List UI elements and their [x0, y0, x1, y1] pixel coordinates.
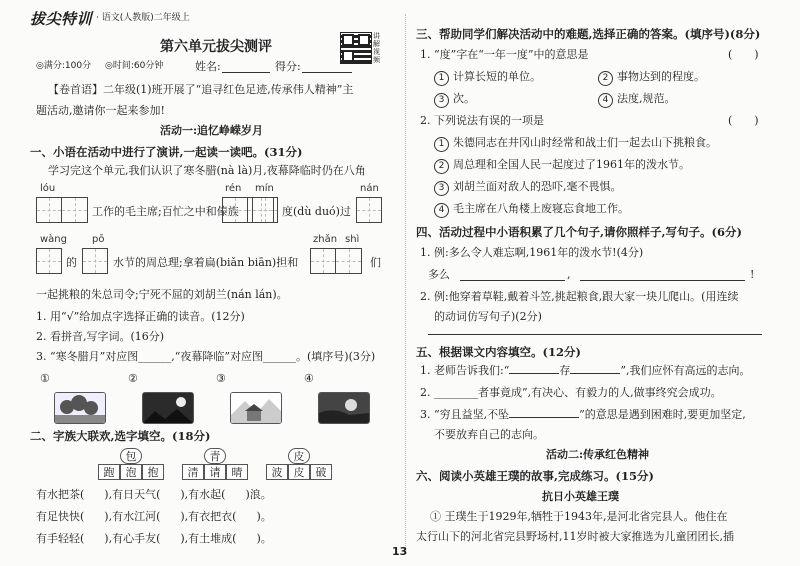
pic-num-2: ②: [128, 372, 138, 385]
option-3-2-a[interactable]: 1 朱德同志在井冈山时经常和战士们一起去山下挑粮食。: [434, 136, 717, 152]
family-3-top: 皮: [288, 448, 310, 464]
pinyin-nan: nán: [360, 183, 379, 194]
question-3-1: 1. “度”字在“一年一度”中的意思是: [420, 48, 589, 61]
pic-num-4: ④: [304, 372, 314, 385]
answer-line-4-2[interactable]: [428, 334, 762, 335]
page-number: 13: [392, 545, 408, 558]
pinyin-po: pō: [92, 234, 105, 245]
section-2-heading: 二、字族大联欢,选字填空。(18分): [30, 429, 211, 443]
para-line-2a: 工作的毛主席;百忙之中和傣族: [92, 205, 239, 218]
example-4-1: 1. 例:多么令人难忘啊,1961年的泼水节!(4分): [420, 246, 644, 259]
option-3-2-b[interactable]: 2 周总理和全国人民一起度过了1961年的泼水节。: [434, 158, 690, 174]
option-3-2-c[interactable]: 3 刘胡兰面对敌人的恐吓,毫不畏惧。: [434, 180, 622, 196]
picture-4-moon-tree: [318, 392, 370, 424]
name-label: 姓名:: [195, 60, 221, 73]
family-2-char-3: 晴: [226, 464, 248, 480]
para-line-2b: 度(dù duó)过: [282, 205, 351, 218]
family-3-char-2: 皮: [288, 464, 310, 480]
pinyin-lou: lóu: [40, 183, 56, 194]
picture-1-plum-blossom: [54, 392, 106, 424]
brand-logo: 拔尖特训: [30, 10, 93, 28]
page-divider: [405, 14, 406, 554]
question-1-2: 2. 看拼音,写字词。(16分): [36, 330, 165, 343]
question-3-2: 2. 下列说法有误的一项是: [420, 114, 544, 127]
right-column: [410, 0, 800, 566]
picture-2-night-moon: [142, 392, 194, 424]
para-line-3a: 的: [66, 256, 77, 269]
family-1-char-2: 泡: [120, 464, 142, 480]
pinyin-min: mín: [255, 183, 274, 194]
pinyin-wang: wàng: [40, 234, 67, 245]
question-5-1[interactable]: 1. 老师告诉我们:“ 存 ”,我们应怀有高远的志向。: [420, 364, 751, 377]
char-box-zhanshi[interactable]: [310, 248, 362, 274]
pinyin-zhan: zhǎn: [313, 234, 338, 245]
section-4-heading: 四、活动过程中小语积累了几个句子,请你照样子,写句子。(6分): [416, 225, 742, 239]
question-5-3[interactable]: 3. “穷且益坚,不坠 ”的意思是遇到困难时,要更加坚定,: [420, 408, 746, 421]
fill-4-1-prefix: 多么: [428, 268, 450, 281]
answer-paren-3-2[interactable]: ( ): [728, 114, 759, 127]
option-3-2-d[interactable]: 4 毛主席在八角楼上废寝忘食地工作。: [434, 202, 629, 218]
answer-paren-3-1[interactable]: ( ): [728, 48, 759, 61]
score-label: 得分:: [275, 60, 301, 73]
story-para-2: 太行山下的河北省完县野场村,11岁时被大家推选为儿童团团长,插: [416, 530, 734, 543]
subject-label: · 语文(人教版)二年级上: [96, 13, 190, 23]
section-6-heading: 六、阅读小英雄王璞的故事,完成练习。(15分): [416, 469, 654, 483]
family-1-char-1: 跑: [98, 464, 120, 480]
fill-row-3[interactable]: 有手轻轻( ),有心手友( ),有土堆成( )。: [36, 532, 272, 545]
example-4-2-line-1: 2. 例:他穿着草鞋,戴着斗笠,挑起粮食,跟大家一块儿爬山。(用连续: [420, 290, 739, 303]
fill-4-1-suffix: !: [750, 268, 755, 281]
family-2-top: 青: [204, 448, 226, 464]
example-4-2-line-2: 的动词仿写句子)(2分): [434, 310, 542, 323]
family-2-char-2: 请: [204, 464, 226, 480]
char-box-po[interactable]: [82, 248, 108, 274]
intro-line-2: 题活动,邀请你一起来参加!: [36, 104, 165, 117]
option-3-1-b[interactable]: 2 事物达到的程度。: [598, 70, 705, 86]
family-3-char-3: 破: [310, 464, 332, 480]
question-1-3: 3. “寒冬腊月”对应图______,“夜幕降临”对应图______。(填序号)(3分): [36, 350, 376, 363]
full-score: ◎满分:100分: [36, 61, 92, 71]
qr-code-icon[interactable]: [340, 32, 372, 64]
name-field[interactable]: [222, 72, 270, 73]
fill-row-2[interactable]: 有足快快( ),有水江河( ),有衣把衣( )。: [36, 510, 272, 523]
qr-label: 讲解视频: [373, 32, 380, 64]
family-1-top: 包: [120, 448, 142, 464]
para-line-3c: 们: [370, 256, 381, 269]
family-3-char-1: 波: [266, 464, 288, 480]
fill-row-1[interactable]: 有水把茶( ),有日天气( ),有水起( )浪。: [36, 488, 272, 501]
char-box-lou[interactable]: [36, 197, 88, 223]
fill-4-1-blank-b[interactable]: [580, 280, 745, 281]
pic-num-3: ③: [216, 372, 226, 385]
option-3-1-a[interactable]: 1 计算长短的单位。: [434, 70, 541, 86]
question-5-3-cont: 不要放弃自己的志向。: [434, 428, 544, 441]
activity-1-title: 活动一:追忆峥嵘岁月: [160, 124, 264, 137]
score-field[interactable]: [302, 72, 352, 73]
time-limit: ◎时间:60分钟: [105, 61, 164, 71]
activity-2-title: 活动二:传承红色精神: [546, 448, 650, 461]
para-line-3b: 水节的周总理;拿着扁(biǎn biān)担和: [113, 256, 299, 269]
char-box-nan[interactable]: [356, 197, 382, 223]
fill-4-1-blank-a[interactable]: [460, 280, 565, 281]
option-3-1-c[interactable]: 3 次。: [434, 92, 475, 108]
char-box-wang[interactable]: [36, 248, 62, 274]
section-1-para: 学习完这个单元,我们认识了寒冬腊(nà là)月,夜幕降临时仍在八角: [48, 164, 366, 177]
fill-4-1-comma: ,: [567, 268, 571, 281]
section-5-heading: 五、根据课文内容填空。(12分): [416, 345, 581, 359]
family-2-char-1: 清: [182, 464, 204, 480]
story-para-1: ① 王璞生于1929年,牺牲于1943年,是河北省完县人。他住在: [430, 510, 728, 523]
section-1-heading: 一、小语在活动中进行了演讲,一起读一读吧。(31分): [30, 145, 303, 159]
family-1-char-3: 抱: [142, 464, 164, 480]
pinyin-shi: shì: [345, 234, 360, 245]
question-1-1: 1. 用“√”给加点字选择正确的读音。(12分): [36, 310, 245, 323]
question-5-2[interactable]: 2. ________者事竟成”,有决心、有毅力的人,做事终究会成功。: [420, 386, 722, 399]
char-box-renmin-2[interactable]: [252, 197, 278, 223]
para-line-4: 一起挑粮的朱总司令;宁死不屈的刘胡兰(nán lán)。: [36, 288, 288, 301]
story-title: 抗日小英雄王璞: [542, 490, 619, 503]
option-3-1-d[interactable]: 4 法度,规范。: [598, 92, 676, 108]
picture-3-snow-house: [230, 392, 282, 424]
page-title: 第六单元拔尖测评: [160, 39, 272, 55]
pinyin-ren: rén: [225, 183, 242, 194]
section-3-heading: 三、帮助同学们解决活动中的难题,选择正确的答案。(填序号)(8分): [416, 27, 761, 41]
intro-line-1: 【卷首语】二年级(1)班开展了“追寻红色足迹,传承伟人精神”主: [48, 83, 354, 96]
pic-num-1: ①: [40, 372, 50, 385]
